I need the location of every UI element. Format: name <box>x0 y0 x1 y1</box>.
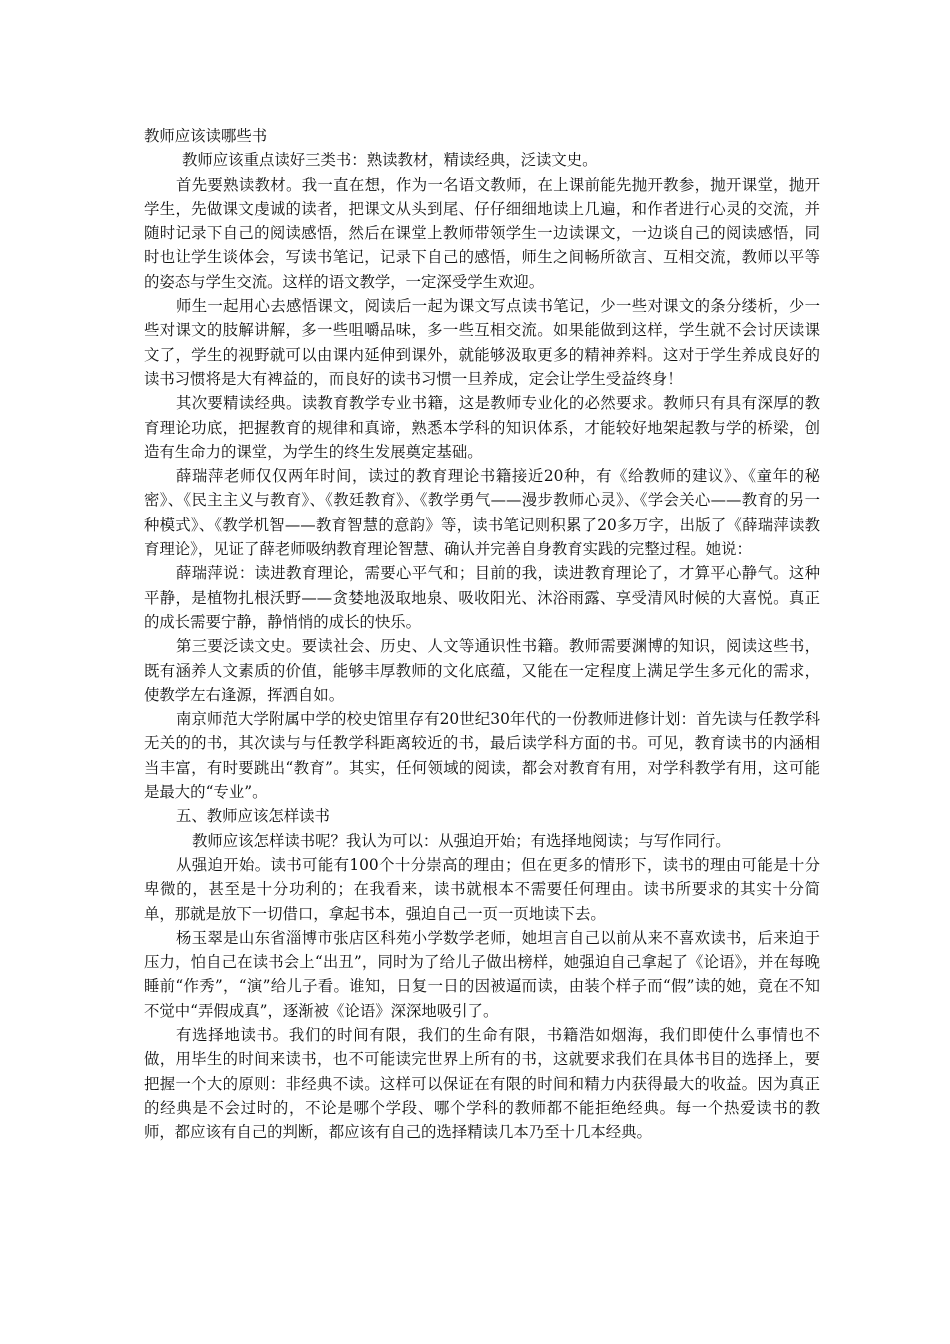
paragraph-xue-ruiping-quote: 薛瑞萍说：读进教育理论，需要心平气和；目前的我，读进教育理论了，才算平心静气。这种平静，是植物扎根沃野——贪婪地汲取地泉、吸收阳光、沐浴雨露、享受清风时候的大喜悦。真正的成长需要宁静，静悄悄的成长的快乐。 <box>144 564 820 631</box>
section-heading: 五、教师应该怎样读书 <box>176 807 330 826</box>
document-title: 教师应该读哪些书 <box>144 127 268 145</box>
paragraph-selective-reading: 有选择地读书。我们的时间有限，我们的生命有限，书籍浩如烟海，我们即使什么事情也不做，用毕生的时间来读书，也不可能读完世界上所有的书，这就要求我们在具体书目的选择上，要把握一个大的原则：非经典不读。这样可以保证在有限的时间和精力内获得最大的收益。因为真正的经典是不会过时的，不论是哪个学段、哪个学科的教师都不能拒绝经典。每一个热爱读书的教师，都应该有自己的判断，都应该有自己的选择精读几本乃至十几本经典。 <box>144 1025 820 1142</box>
section-intro-paragraph: 教师应该怎样读书呢？我认为可以：从强迫开始；有选择地阅读；与写作同行。 <box>192 831 731 850</box>
document-body <box>144 124 820 1144</box>
intro-paragraph: 教师应该重点读好三类书：熟读教材，精读经典，泛读文史。 <box>182 151 598 170</box>
paragraph-read-textbooks: 首先要熟读教材。我一直在想，作为一名语文教师，在上课前能先抛开教参，抛开课堂，抛开学生，先做课文虔诚的读者，把课文从头到尾、仔仔细细地读上几遍，和作者进行心灵的交流，并随时记录下自己的阅读感悟，然后在课堂上教师带领学生一边读课文，一边谈自己的阅读感悟，同时也让学生谈体会，写读书笔记，记录下自己的感悟，师生之间畅所欲言、互相交流，教师以平等的姿态与学生交流。这样的语文教学，一定深受学生欢迎。 <box>144 175 820 291</box>
paragraph-feel-text-together: 师生一起用心去感悟课文，阅读后一起为课文写点读书笔记，少一些对课文的条分缕析，少一些对课文的肢解讲解，多一些咀嚼品味，多一些互相交流。如果能做到这样，学生就不会讨厌读课文了，学生的视野就可以由课内延伸到课外，就能够汲取更多的精神养料。这对于学生养成良好的读书习惯将是大有裨益的，而良好的读书习惯一旦养成，定会让学生受益终身！ <box>144 297 820 388</box>
paragraph-yang-yucui: 杨玉翠是山东省淄博市张店区科苑小学数学老师，她坦言自己以前从来不喜欢读书，后来迫于压力，怕自己在读书会上“出丑”，同时为了给儿子做出榜样，她强迫自己拿起了《论语》，并在每晚睡前“作秀”，“演”给儿子看。谁知，日复一日的因被逼而读，由装个样子而“假”读的她，竟在不知不觉中“弄假成真”，逐渐被《论语》深深地吸引了。 <box>144 928 820 1020</box>
paragraph-start-by-force: 从强迫开始。读书可能有100个十分崇高的理由；但在更多的情形下，读书的理由可能是十分卑微的，甚至是十分功利的；在我看来，读书就根本不需要任何理由。读书所要求的其实十分简单，那就是放下一切借口，拿起书本，强迫自己一页一页地读下去。 <box>144 855 820 923</box>
paragraph-xue-ruiping-books: 薛瑞萍老师仅仅两年时间，读过的教育理论书籍接近20种，有《给教师的建议》、《童年的秘密》、《民主主义与教育》、《教廷教育》、《教学勇气——漫步教师心灵》、《学会关心——教育的另一种模式》、《教学机智——教育智慧的意韵》等，读书笔记则积累了20多万字，出版了《薛瑞萍读教育理论》，见证了薛老师吸纳教育理论智慧、确认并完善自身教育实践的完整过程。她说： <box>144 467 820 559</box>
paragraph-read-literature-history: 第三要泛读文史。要读社会、历史、人文等通识性书籍。教师需要渊博的知识，阅读这些书，既有涵养人文素质的价值，能够丰厚教师的文化底蕴，又能在一定程度上满足学生多元化的需求，使教学左右逢源，挥洒自如。 <box>144 637 820 704</box>
paragraph-read-classics: 其次要精读经典。读教育教学专业书籍，这是教师专业化的必然要求。教师只有具有深厚的教育理论功底，把握教育的规律和真谛，熟悉本学科的知识体系，才能较好地架起教与学的桥梁，创造有生命力的课堂，为学生的终生发展奠定基础。 <box>144 394 820 461</box>
paragraph-nanjing-plan: 南京师范大学附属中学的校史馆里存有20世纪30年代的一份教师进修计划：首先读与任教学科无关的的书，其次读与与任教学科距离较近的书，最后读学科方面的书。可见，教育读书的内涵相当丰富，有时要跳出“教育”。其实，任何领域的阅读，都会对教育有用，对学科教学有用，这可能是最大的“专业”。 <box>144 710 820 802</box>
